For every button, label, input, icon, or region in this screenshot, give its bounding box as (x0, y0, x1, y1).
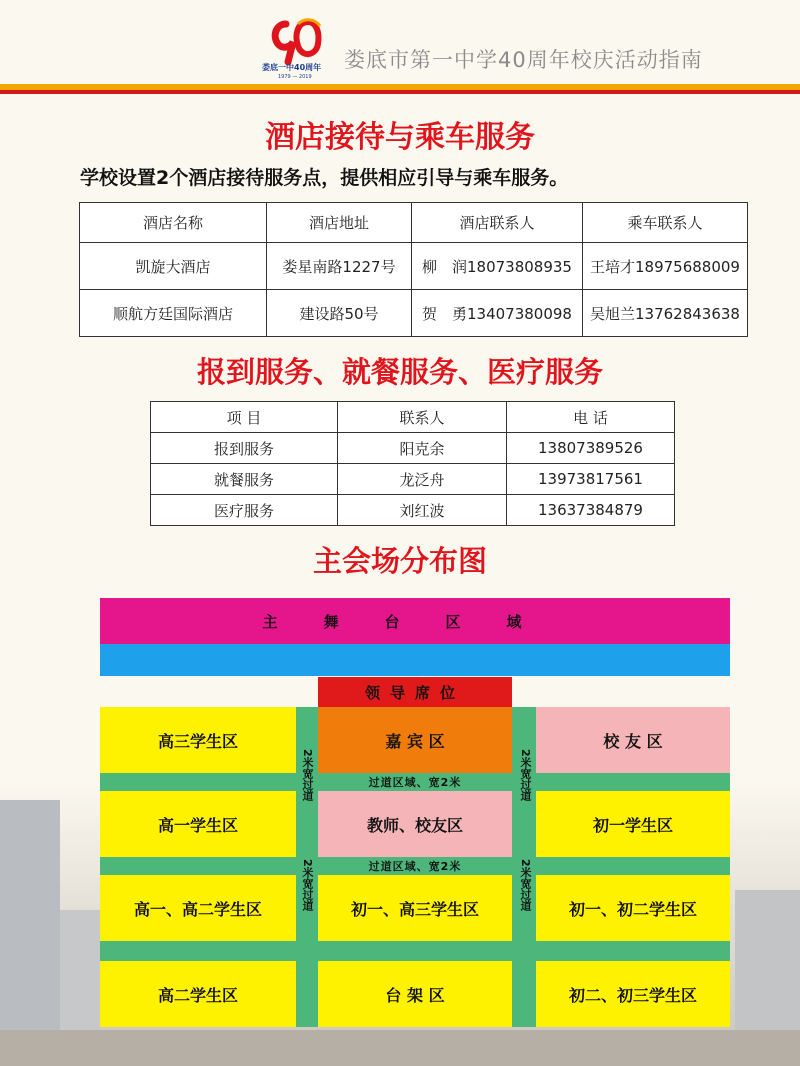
table-cell: 建设路50号 (267, 290, 412, 337)
aisle-vertical-label: 2米宽过道 (301, 859, 314, 911)
zone-senior3: 高三学生区 (100, 707, 296, 773)
zone-junior1: 初一学生区 (536, 791, 730, 857)
col-header: 酒店联系人 (412, 203, 583, 243)
zone-junior2-3: 初二、初三学生区 (536, 961, 730, 1027)
service-table (150, 401, 675, 526)
leader-seats-label: 领导席位 (364, 683, 465, 702)
hotel-section-title: 酒店接待与乘车服务 (265, 120, 535, 155)
anniversary-logo-icon (258, 18, 338, 80)
table-cell: 凯旋大酒店 (80, 243, 267, 290)
col-header: 联系人 (338, 402, 507, 433)
table-cell: 13637384879 (507, 495, 675, 526)
page-title: 娄底市第一中学40周年校庆活动指南 (344, 48, 703, 72)
table-cell: 13807389526 (507, 433, 675, 464)
logo-caption: 娄底一中40周年 (262, 63, 322, 72)
table-cell: 阳克余 (338, 433, 507, 464)
col-header: 乘车联系人 (583, 203, 748, 243)
map-section-title: 主会场分布图 (312, 544, 487, 578)
table-row (151, 495, 675, 526)
zone-junior1-2: 初一、初二学生区 (536, 875, 730, 941)
aisle-vertical-label: 2米宽过道 (519, 749, 532, 801)
zone-teachers-alumni: 教师、校友区 (318, 791, 512, 857)
zone-junior1-senior3: 初一、高三学生区 (318, 875, 512, 941)
zone-stand: 台 架 区 (318, 961, 512, 1027)
table-cell: 贺 勇13407380098 (412, 290, 583, 337)
hotel-intro: 学校设置2个酒店接待服务点，提供相应引导与乘车服务。 (80, 167, 569, 189)
col-header: 酒店名称 (80, 203, 267, 243)
table-row (80, 290, 748, 337)
table-cell: 就餐服务 (151, 464, 338, 495)
main-stage-zone (100, 598, 730, 644)
table-cell: 龙泛舟 (338, 464, 507, 495)
table-cell: 顺航方廷国际酒店 (80, 290, 267, 337)
service-section-title: 报到服务、就餐服务、医疗服务 (196, 355, 603, 389)
main-stage-label: 主舞台区域 (262, 612, 568, 631)
table-cell: 13973817561 (507, 464, 675, 495)
table-cell: 吴旭兰13762843638 (583, 290, 748, 337)
zone-guests: 嘉 宾 区 (318, 707, 512, 773)
table-cell: 刘红波 (338, 495, 507, 526)
zone-alumni: 校 友 区 (536, 707, 730, 773)
table-row (80, 243, 748, 290)
table-cell: 柳 润18073808935 (412, 243, 583, 290)
col-header: 项 目 (151, 402, 338, 433)
zone-senior1-2: 高一、高二学生区 (100, 875, 296, 941)
hotel-table (79, 202, 748, 337)
table-row (151, 464, 675, 495)
table-header-row (151, 402, 675, 433)
aisle-vertical-label: 2米宽过道 (301, 749, 314, 801)
header (0, 0, 800, 90)
aisle-horizontal-label: 过道区域、宽2米 (368, 776, 462, 789)
table-header-row (80, 203, 748, 243)
table-row (151, 433, 675, 464)
stage-front-zone (100, 644, 730, 676)
table-cell: 报到服务 (151, 433, 338, 464)
zone-senior1: 高一学生区 (100, 791, 296, 857)
table-cell: 王培才18975688009 (583, 243, 748, 290)
col-header: 酒店地址 (267, 203, 412, 243)
table-cell: 娄星南路1227号 (267, 243, 412, 290)
table-cell: 医疗服务 (151, 495, 338, 526)
aisle-vertical-label: 2米宽过道 (519, 859, 532, 911)
col-header: 电 话 (507, 402, 675, 433)
logo-years: 1979 — 2019 (278, 74, 312, 80)
leader-seats-zone (318, 677, 512, 707)
zone-senior2: 高二学生区 (100, 961, 296, 1027)
aisle-horizontal-label: 过道区域、宽2米 (368, 860, 462, 873)
header-divider-red (0, 90, 800, 94)
